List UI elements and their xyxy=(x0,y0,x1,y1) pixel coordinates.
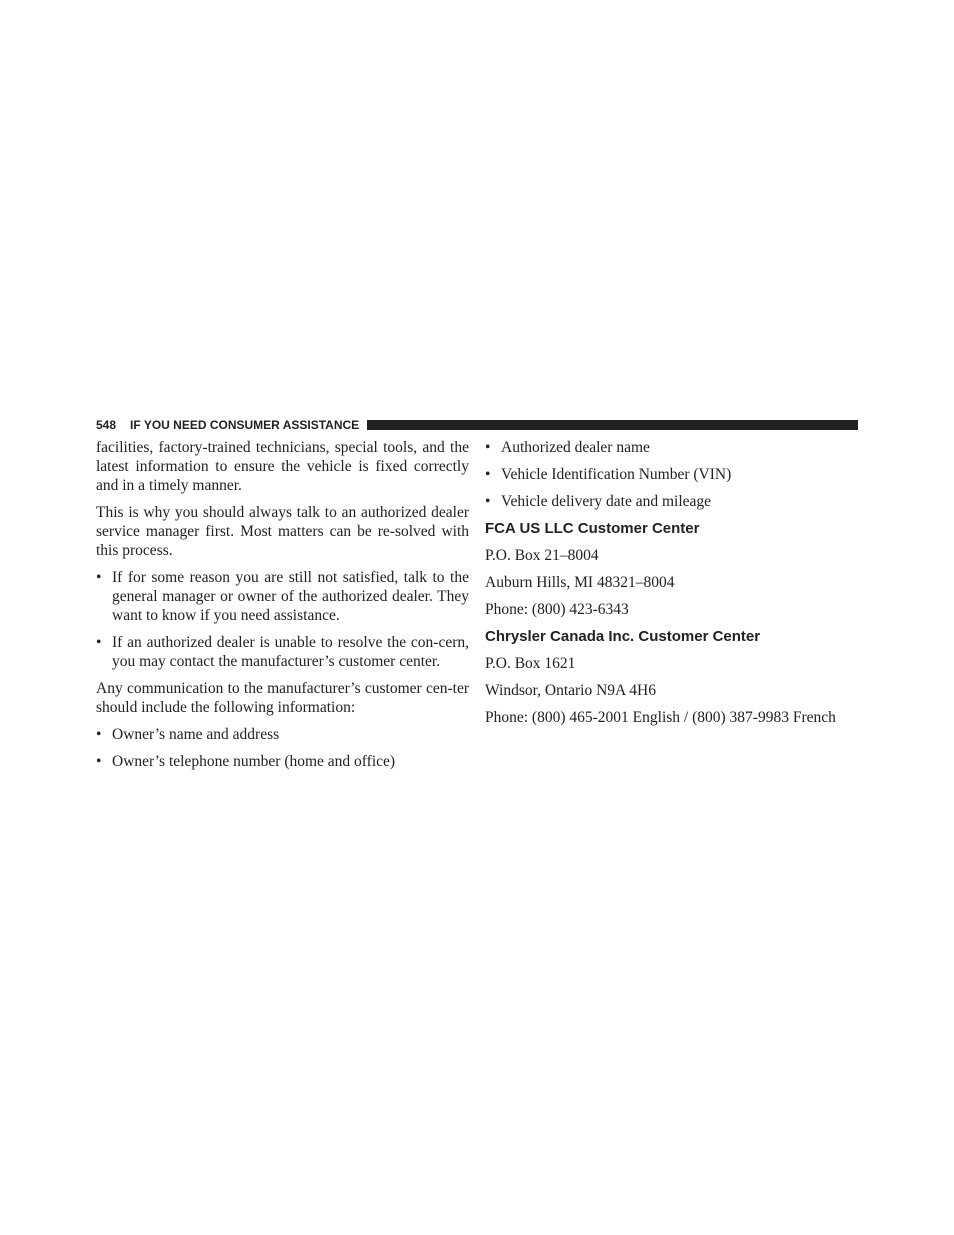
list-item-text: Owner’s name and address xyxy=(112,726,280,743)
header-rule xyxy=(367,420,858,430)
list-item xyxy=(96,633,469,671)
bullet-list xyxy=(96,568,469,671)
canada-address-line: Windsor, Ontario N9A 4H6 xyxy=(485,682,656,699)
list-item xyxy=(485,438,858,457)
list-item-text: If for some reason you are still not satisfied, talk to the general manager or owner of the authorized dealer. They want to know if you need assistance. xyxy=(112,569,469,624)
list-item-text: If an authorized dealer is unable to resolve the con-cern, you may contact the manufacturer’s customer center. xyxy=(112,634,469,670)
canada-address-line: P.O. Box 1621 xyxy=(485,655,576,672)
paragraph: facilities, factory-trained technicians, special tools, and the latest information to ensure the vehicle is fixed correctly and in a timely manner. xyxy=(96,439,469,494)
list-item xyxy=(485,492,858,511)
fca-address-line: Auburn Hills, MI 48321–8004 xyxy=(485,574,675,591)
list-item xyxy=(96,568,469,625)
paragraph: This is why you should always talk to an authorized dealer service manager first. Most matters can be re-solved with this process. xyxy=(96,504,469,559)
bullet-icon: • xyxy=(96,569,102,586)
fca-heading: FCA US LLC Customer Center xyxy=(485,520,700,537)
section-title: IF YOU NEED CONSUMER ASSISTANCE xyxy=(130,417,360,432)
page-header xyxy=(96,417,858,432)
list-item xyxy=(96,752,469,771)
left-column xyxy=(96,438,469,779)
bullet-icon: • xyxy=(96,753,102,770)
page-number: 548 xyxy=(96,417,117,432)
right-column xyxy=(485,438,858,735)
bullet-list xyxy=(96,725,469,771)
bullet-icon: • xyxy=(96,726,102,743)
canada-heading: Chrysler Canada Inc. Customer Center xyxy=(485,628,761,645)
list-item-text: Owner’s telephone number (home and office) xyxy=(112,753,396,770)
canada-phone: Phone: (800) 465-2001 English / (800) 387-9983 French xyxy=(485,709,836,726)
list-item-text: Vehicle Identification Number (VIN) xyxy=(501,466,732,483)
list-item xyxy=(96,725,469,744)
paragraph: Any communication to the manufacturer’s customer cen-ter should include the following information: xyxy=(96,680,469,716)
fca-address-line: P.O. Box 21–8004 xyxy=(485,547,599,564)
fca-phone: Phone: (800) 423-6343 xyxy=(485,601,629,618)
bullet-icon: • xyxy=(96,634,102,651)
bullet-icon: • xyxy=(485,493,491,510)
bullet-icon: • xyxy=(485,466,491,483)
bullet-icon: • xyxy=(485,439,491,456)
bullet-list xyxy=(485,438,858,511)
list-item-text: Authorized dealer name xyxy=(501,439,650,456)
list-item xyxy=(485,465,858,484)
list-item-text: Vehicle delivery date and mileage xyxy=(501,493,712,510)
